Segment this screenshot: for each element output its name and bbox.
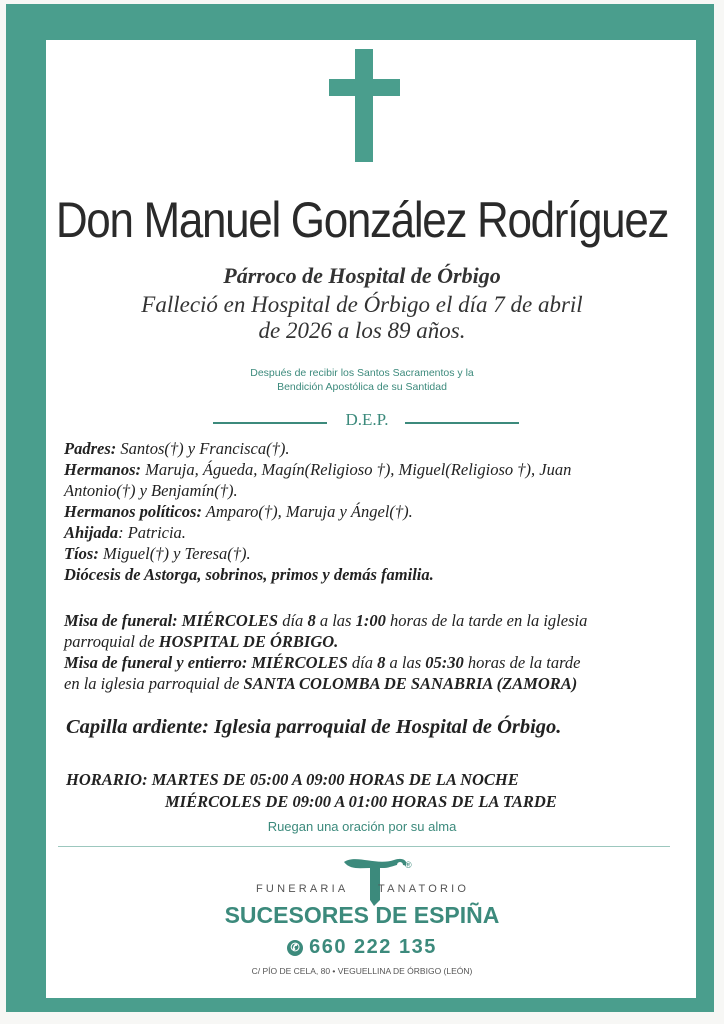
family-diocesis: Diócesis de Astorga, sobrinos, primos y demás familia. xyxy=(64,565,434,584)
dep-rule-right xyxy=(405,422,519,424)
misa-funeral-line-1: Misa de funeral: MIÉRCOLES día 8 a las 1:00 horas de la tarde en la iglesia xyxy=(64,611,588,630)
family-hermanos: Hermanos: Maruja, Águeda, Magín(Religioso †), Miguel(Religioso †), Juan xyxy=(64,460,572,479)
phone-number: ✆ 660 222 135 xyxy=(0,936,724,959)
death-line-2: de 2026 a los 89 años. xyxy=(258,318,466,343)
prayer-request: Ruegan una oración por su alma xyxy=(267,819,457,834)
phone-icon: ✆ xyxy=(287,940,303,956)
sacraments-line-2: Bendición Apostólica de su Santidad xyxy=(277,381,447,393)
family-ahijada: Ahijada: Patricia. xyxy=(64,523,186,542)
dep-text: D.E.P. xyxy=(345,410,389,429)
death-line-1: Falleció en Hospital de Órbigo el día 7 de abril xyxy=(141,292,583,317)
family-tios: Tíos: Miguel(†) y Teresa(†). xyxy=(64,544,251,563)
capilla-ardiente: Capilla ardiente: Iglesia parroquial de Hospital de Órbigo. xyxy=(66,716,562,738)
misa-funeral-line-2: parroquial de HOSPITAL DE ÓRBIGO. xyxy=(64,632,339,651)
family-hermanos-cont: Antonio(†) y Benjamín(†). xyxy=(64,481,238,500)
registered-mark: ® xyxy=(405,860,412,870)
misa-entierro-line-1: Misa de funeral y entierro: MIÉRCOLES día 8 a las 05:30 horas de la tarde xyxy=(64,653,581,672)
dep-rule-left xyxy=(213,422,327,424)
sacraments-line-1: Después de recibir los Santos Sacramentos y la xyxy=(250,367,474,379)
funeraria-label: FUNERARIA xyxy=(256,883,349,895)
misa-entierro-line-2: en la iglesia parroquial de SANTA COLOMBA DE SANABRIA (ZAMORA) xyxy=(64,674,578,693)
brand-name: SUCESORES DE ESPIÑA xyxy=(224,902,500,928)
deceased-name: Don Manuel González Rodríguez xyxy=(55,192,669,248)
address: C/ PÍO DE CELA, 80 • VEGUELLINA DE ÓRBIGO (LEÓN) xyxy=(251,966,473,976)
footer-divider xyxy=(58,846,670,847)
family-politicos: Hermanos políticos: Amparo(†), Maruja y Ángel(†). xyxy=(64,502,413,521)
cross-icon xyxy=(329,49,400,162)
funeral-home-logo-icon xyxy=(336,852,414,908)
horario-line-1: HORARIO: MARTES DE 05:00 A 09:00 HORAS DE LA NOCHE xyxy=(66,770,519,789)
family-padres: Padres: Santos(†) y Francisca(†). xyxy=(64,439,290,458)
deceased-title: Párroco de Hospital de Órbigo xyxy=(223,263,501,288)
tanatorio-label: TANATORIO xyxy=(378,883,470,895)
horario-line-2: MIÉRCOLES DE 09:00 A 01:00 HORAS DE LA TARDE xyxy=(165,792,557,811)
